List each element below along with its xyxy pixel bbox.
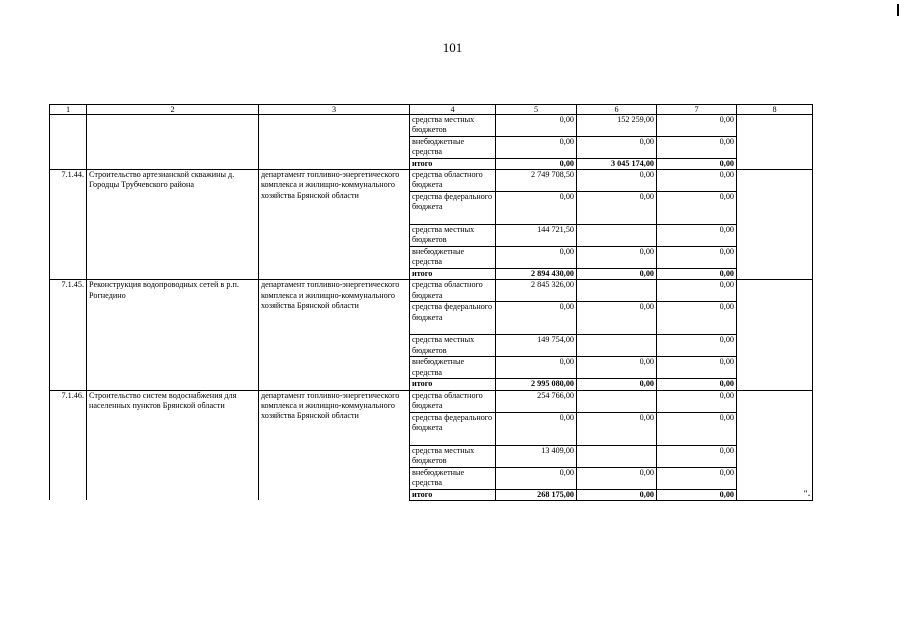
amount-cell-col5: 254 766,00 [496,390,577,412]
amount-cell-col7: 0,00 [657,379,737,390]
amount-cell-col6 [577,280,657,302]
note-cell [737,412,813,445]
amount-cell-col7: 0,00 [657,445,737,467]
header-cell: 8 [737,105,813,115]
amount-cell-col6 [577,225,657,247]
amount-cell-col7: 0,00 [657,489,737,500]
funding-row [50,280,813,302]
funding-source-cell: внебюджетные средства [410,357,496,379]
header-row [50,105,813,115]
amount-cell-col7: 0,00 [657,225,737,247]
amount-cell-col6 [577,390,657,412]
amount-cell-col5: 0,00 [496,467,577,489]
amount-cell-col5: 144 721,50 [496,225,577,247]
note-cell [737,269,813,280]
budget-table [49,104,813,501]
note-cell [737,192,813,225]
amount-cell-col5: 0,00 [496,247,577,269]
item-number-cell: 7.1.45. [50,280,87,390]
amount-cell-col5: 0,00 [496,302,577,335]
page-edge-mark [897,4,899,16]
amount-cell-col5: 0,00 [496,159,577,170]
amount-cell-col6: 0,00 [577,170,657,192]
amount-cell-col6: 0,00 [577,137,657,159]
note-cell [737,302,813,335]
item-name-cell: Строительство систем водоснабжения для населенных пунктов Брянской области [87,390,259,500]
header-cell: 6 [577,105,657,115]
amount-cell-col6: 0,00 [577,302,657,335]
amount-cell-col7: 0,00 [657,280,737,302]
note-cell [737,357,813,379]
amount-cell-col5: 2 894 430,00 [496,269,577,280]
amount-cell-col5: 13 409,00 [496,445,577,467]
amount-cell-col5: 0,00 [496,137,577,159]
note-cell [737,137,813,159]
funding-source-cell: средства областного бюджета [410,390,496,412]
note-cell [737,159,813,170]
note-cell [737,467,813,489]
amount-cell-col7: 0,00 [657,170,737,192]
funding-row [50,115,813,137]
funding-row [50,170,813,192]
amount-cell-col5: 2 749 708,50 [496,170,577,192]
amount-cell-col7: 0,00 [657,269,737,280]
amount-cell-col7: 0,00 [657,192,737,225]
funding-row [50,390,813,412]
item-number-cell: 7.1.46. [50,390,87,500]
amount-cell-col6: 0,00 [577,357,657,379]
header-cell: 5 [496,105,577,115]
note-cell [737,170,813,192]
funding-source-cell: внебюджетные средства [410,247,496,269]
amount-cell-col5: 2 995 080,00 [496,379,577,390]
funding-source-cell: внебюджетные средства [410,467,496,489]
amount-cell-col6: 0,00 [577,269,657,280]
executor-cell: департамент топливно-энергетического комплекса и жилищно-коммунального хозяйства Брянской области [259,280,410,390]
funding-source-cell: средства местных бюджетов [410,445,496,467]
note-cell [737,225,813,247]
funding-source-cell: средства местных бюджетов [410,335,496,357]
amount-cell-col7: 0,00 [657,412,737,445]
amount-cell-col7: 0,00 [657,335,737,357]
funding-source-cell: средства федерального бюджета [410,192,496,225]
note-cell [737,445,813,467]
note-cell [737,280,813,302]
note-cell [737,115,813,137]
funding-source-cell: внебюджетные средства [410,137,496,159]
amount-cell-col7: 0,00 [657,302,737,335]
amount-cell-col7: 0,00 [657,159,737,170]
header-cell: 1 [50,105,87,115]
amount-cell-col5: 268 175,00 [496,489,577,500]
amount-cell-col5: 0,00 [496,192,577,225]
executor-cell [259,115,410,170]
note-cell [737,247,813,269]
funding-source-cell: средства федерального бюджета [410,302,496,335]
funding-source-cell: итого [410,269,496,280]
header-cell: 4 [410,105,496,115]
funding-source-cell: итого [410,159,496,170]
note-cell [737,390,813,412]
amount-cell-col7: 0,00 [657,357,737,379]
amount-cell-col7: 0,00 [657,247,737,269]
amount-cell-col5: 149 754,00 [496,335,577,357]
header-cell: 7 [657,105,737,115]
amount-cell-col5: 0,00 [496,357,577,379]
funding-source-cell: средства областного бюджета [410,170,496,192]
note-cell: ". [737,489,813,500]
amount-cell-col6 [577,335,657,357]
item-name-cell [87,115,259,170]
amount-cell-col6: 152 259,00 [577,115,657,137]
amount-cell-col5: 0,00 [496,412,577,445]
item-number-cell [50,115,87,170]
amount-cell-col7: 0,00 [657,390,737,412]
funding-source-cell: средства областного бюджета [410,280,496,302]
funding-source-cell: средства местных бюджетов [410,115,496,137]
table-body [50,105,813,501]
amount-cell-col7: 0,00 [657,137,737,159]
amount-cell-col6: 0,00 [577,467,657,489]
item-number-cell: 7.1.44. [50,170,87,280]
amount-cell-col6: 3 045 174,00 [577,159,657,170]
funding-source-cell: средства местных бюджетов [410,225,496,247]
amount-cell-col7: 0,00 [657,115,737,137]
note-cell [737,379,813,390]
page-number: 101 [442,40,463,55]
executor-cell: департамент топливно-энергетического комплекса и жилищно-коммунального хозяйства Брянской области [259,390,410,500]
funding-source-cell: итого [410,379,496,390]
note-cell [737,335,813,357]
header-cell: 2 [87,105,259,115]
amount-cell-col6: 0,00 [577,489,657,500]
amount-cell-col6: 0,00 [577,412,657,445]
amount-cell-col6: 0,00 [577,247,657,269]
amount-cell-col7: 0,00 [657,467,737,489]
header-cell: 3 [259,105,410,115]
amount-cell-col6 [577,445,657,467]
item-name-cell: Реконструкция водопроводных сетей в р.п. Рогнедино [87,280,259,390]
amount-cell-col5: 0,00 [496,115,577,137]
amount-cell-col6: 0,00 [577,379,657,390]
funding-source-cell: итого [410,489,496,500]
amount-cell-col5: 2 845 326,00 [496,280,577,302]
amount-cell-col6: 0,00 [577,192,657,225]
executor-cell: департамент топливно-энергетического комплекса и жилищно-коммунального хозяйства Брянской области [259,170,410,280]
funding-source-cell: средства федерального бюджета [410,412,496,445]
item-name-cell: Строительство артезианской скважины д. Городцы Трубчевского района [87,170,259,280]
